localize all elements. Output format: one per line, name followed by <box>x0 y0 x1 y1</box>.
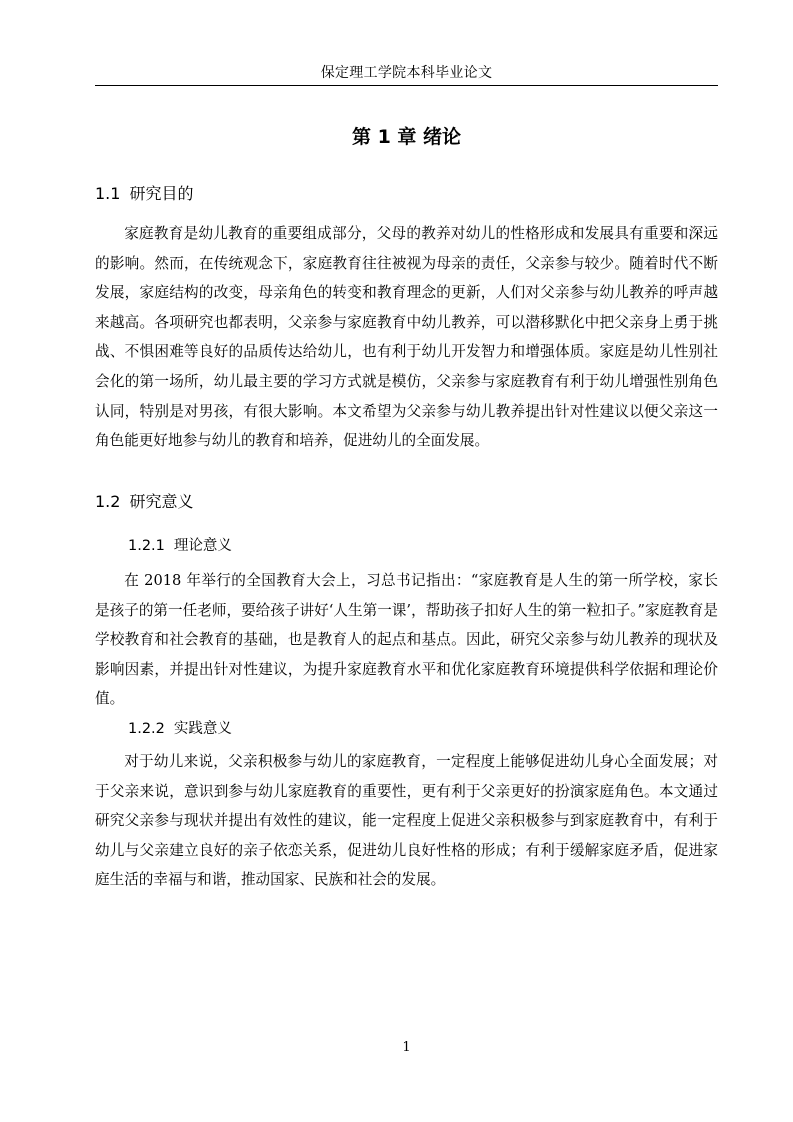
section-number: 1.2 <box>95 492 121 511</box>
subsection-title: 理论意义 <box>173 538 232 554</box>
subsection-heading-1-2-2 <box>128 719 232 739</box>
subsection-number: 1.2.1 <box>128 538 165 554</box>
paragraph-theoretical-significance: 在 2018 年举行的全国教育大会上，习总书记指出：“家庭教育是人生的第一所学校，家长是孩子的第一任老师，要给孩子讲好‘人生第一课’，帮助孩子扣好人生的第一粒扣子。”家庭教育是学校教育和社会教育的基础，也是教育人的起点和基点。因此，研究父亲参与幼儿教养的现状及影响因素，并提出针对性建议，为提升家庭教育水平和优化家庭教育环境提供科学依据和理论价值。 <box>95 572 718 708</box>
subsection-heading-1-2-1 <box>128 536 232 556</box>
section-number: 1.1 <box>95 184 121 203</box>
page-number: 1 <box>402 1040 411 1055</box>
section-title: 研究目的 <box>129 184 194 203</box>
section-heading-1-2 <box>95 491 193 513</box>
section-title: 研究意义 <box>129 492 194 511</box>
paragraph-practical-significance: 对于幼儿来说，父亲积极参与幼儿的家庭教育，一定程度上能够促进幼儿身心全面发展；对于父亲来说，意识到参与幼儿家庭教育的重要性，更有利于父亲更好的扮演家庭角色。本文通过研究父亲参与现状并提出有效性的建议，能一定程度上促进父亲积极参与到家庭教育中，有利于幼儿与父亲建立良好的亲子依恋关系，促进幼儿良好性格的形成；有利于缓解家庭矛盾，促进家庭生活的幸福与和谐，推动国家、民族和社会的发展。 <box>95 753 718 889</box>
section-heading-1-1 <box>95 183 193 205</box>
subsection-title: 实践意义 <box>173 721 232 737</box>
chapter-title: 第 1 章 绪论 <box>351 126 462 148</box>
paragraph-research-purpose: 家庭教育是幼儿教育的重要组成部分，父母的教养对幼儿的性格形成和发展具有重要和深远的影响。然而，在传统观念下，家庭教育往往被视为母亲的责任，父亲参与较少。随着时代不断发展，家庭结构的改变，母亲角色的转变和教育理念的更新，人们对父亲参与幼儿教养的呼声越来越高。各项研究也都表明，父亲参与家庭教育中幼儿教养，可以潜移默化中把父亲身上勇于挑战、不惧困难等良好的品质传达给幼儿，也有利于幼儿开发智力和增强体质。家庭是幼儿性别社会化的第一场所，幼儿最主要的学习方式就是模仿，父亲参与家庭教育有利于幼儿增强性别角色认同，特别是对男孩，有很大影响。本文希望为父亲参与幼儿教养提出针对性建议以便父亲这一角色能更好地参与幼儿的教育和培养，促进幼儿的全面发展。 <box>95 225 718 450</box>
subsection-number: 1.2.2 <box>128 721 165 737</box>
header-rule <box>95 85 718 86</box>
running-header: 保定理工学院本科毕业论文 <box>320 65 493 81</box>
